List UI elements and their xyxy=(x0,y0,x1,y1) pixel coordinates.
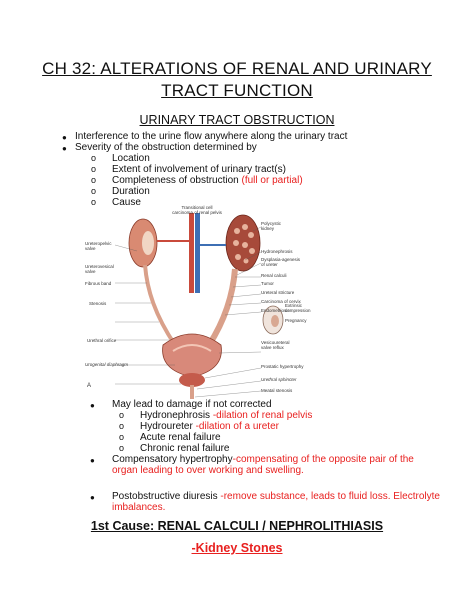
sub-bullet-icon: o xyxy=(119,421,125,431)
bullet-icon: ● xyxy=(90,401,95,410)
damage-chronic: Chronic renal failure xyxy=(140,443,230,454)
label-pregnancy: Pregnancy xyxy=(285,318,307,323)
label-ureterovesical: Ureterovesical valve xyxy=(85,264,114,274)
compensatory-note-2: organ leading to over working and swelling. xyxy=(112,465,304,476)
hydronephrosis-note: -dilation of renal pelvis xyxy=(212,410,313,421)
page-title-line-2: TRACT FUNCTION xyxy=(161,81,313,100)
sub-bullet-icon: o xyxy=(91,175,97,185)
label-renal-calculi: Renal calculi xyxy=(261,273,287,278)
left-renal-pelvis-shape xyxy=(142,231,154,255)
severity-location: Location xyxy=(112,153,150,164)
hydroureter-label: Hydroureter xyxy=(140,421,193,432)
bullet-severity: Severity of the obstruction determined by xyxy=(75,142,257,153)
bullet-interference: Interference to the urine flow anywhere along the urinary tract xyxy=(75,131,348,142)
label-vesicoureteral: Vesicoureteral valve reflux xyxy=(261,340,290,350)
bullet-icon: ● xyxy=(62,144,67,153)
hydronephrosis-label: Hydronephrosis xyxy=(140,410,211,421)
page-title-line-1: CH 32: ALTERATIONS OF RENAL AND URINARY xyxy=(42,59,432,78)
label-urethral-orifice: Urethral orifice xyxy=(87,338,117,343)
label-extrinsic-compression: Extrinsic compression xyxy=(285,303,311,313)
damage-intro: May lead to damage if not corrected xyxy=(112,399,272,410)
label-transitional-cell: Transitional cell carcinoma of renal pelvis xyxy=(172,205,222,215)
compensatory-label: Compensatory hypertrophy xyxy=(112,454,233,465)
sub-bullet-icon: o xyxy=(119,432,125,442)
bullet-icon: ● xyxy=(62,133,67,142)
label-urethral-sphincter: Urethral sphincter xyxy=(261,377,297,382)
label-dysplasia: Dysplasia-agenesis of ureter xyxy=(261,257,301,267)
figure-letter: A xyxy=(87,383,92,389)
label-carcinoma-cervix: Carcinoma of cervix xyxy=(261,299,301,304)
label-meatal-stenosis: Meatal stenosis xyxy=(261,388,293,393)
sub-bullet-icon: o xyxy=(119,443,125,453)
label-stenosis: Stenosis xyxy=(89,301,107,306)
cause-heading: 1st Cause: RENAL CALCULI / NEPHROLITHIASIS xyxy=(90,519,384,533)
postobstructive-note-1: -remove substance, leads to fluid loss. Electrolyte xyxy=(220,491,440,502)
postobstructive-note-2: imbalances. xyxy=(112,502,166,513)
severity-cause: Cause xyxy=(112,197,141,208)
label-polycystic-kidney: Polycystic kidney xyxy=(261,221,282,231)
bullet-icon: ● xyxy=(90,493,95,502)
bladder-shape xyxy=(163,334,222,377)
sub-bullet-icon: o xyxy=(91,164,97,174)
urethra-shape xyxy=(190,385,194,399)
severity-duration: Duration xyxy=(112,186,150,197)
damage-acute: Acute renal failure xyxy=(140,432,221,443)
prostate-shape xyxy=(179,373,205,387)
completeness-note: (full or partial) xyxy=(241,175,303,186)
label-fibrous-band: Fibrous band xyxy=(85,281,112,286)
compensatory-note-1: -compensating of the opposite pair of the xyxy=(232,454,414,465)
severity-extent: Extent of involvement of urinary tract(s) xyxy=(112,164,286,175)
urinary-tract-figure xyxy=(85,205,310,400)
hydroureter-note: -dilation of a ureter xyxy=(195,421,279,432)
label-urogenital-diaphragm: Urogenital diaphragm xyxy=(85,362,129,367)
sub-bullet-icon: o xyxy=(91,153,97,163)
sub-bullet-icon: o xyxy=(91,197,97,207)
label-endometriosis: Endometriosis xyxy=(261,308,290,313)
completeness-label: Completeness of obstruction xyxy=(112,175,239,186)
section-heading: URINARY TRACT OBSTRUCTION xyxy=(139,113,335,127)
label-tumor: Tumor xyxy=(261,281,274,286)
bullet-icon: ● xyxy=(90,456,95,465)
postobstructive-label: Postobstructive diuresis xyxy=(112,491,218,502)
label-ureteropelvic: Ureteropelvic valve xyxy=(85,241,112,251)
sub-bullet-icon: o xyxy=(119,410,125,420)
cause-subheading: -Kidney Stones xyxy=(191,541,283,555)
vena-cava-shape xyxy=(195,213,200,293)
sub-bullet-icon: o xyxy=(91,186,97,196)
aorta-shape xyxy=(189,213,194,293)
label-hydronephrosis: Hydronephrosis xyxy=(261,249,293,254)
label-ureteral-stricture: Ureteral stricture xyxy=(261,290,295,295)
label-prostatic-hypertrophy: Prostatic hypertrophy xyxy=(261,364,304,369)
